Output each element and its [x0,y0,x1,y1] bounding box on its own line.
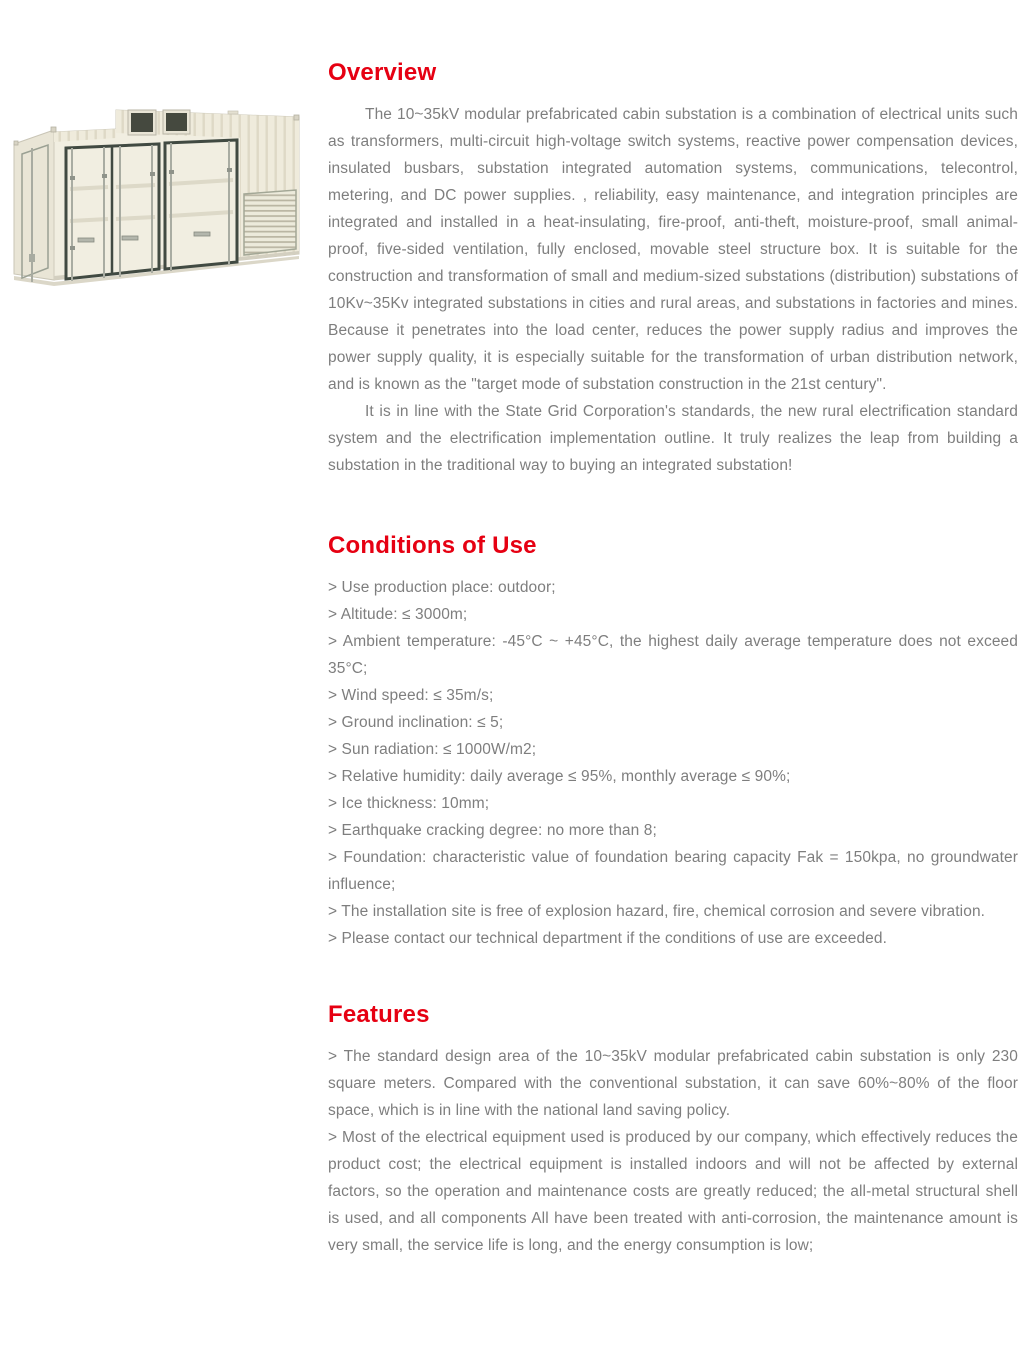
section-overview [328,58,1018,479]
substation-container-image [8,88,310,316]
condition-item: > Earthquake cracking degree: no more than 8; [328,822,657,839]
condition-item: > Ambient temperature: -45°C ~ +45°C, the highest daily average temperature does not exceed 35°C; [328,633,1018,677]
features-heading: Features [328,1001,430,1028]
condition-item: > Ground inclination: ≤ 5; [328,714,504,731]
section-conditions [328,531,1018,952]
condition-item: > Altitude: ≤ 3000m; [328,606,468,623]
content-column [328,58,1018,1259]
condition-item: > Relative humidity: daily average ≤ 95%, monthly average ≤ 90%; [328,768,791,785]
condition-item: > Ice thickness: 10mm; [328,795,490,812]
louver-vent [244,190,296,255]
overview-paragraph: It is in line with the State Grid Corporation's standards, the new rural electrification standard system and the electrification implementation outline. It truly realizes the leap from building a substation in the traditional way to buying an integrated substation! [328,403,1018,474]
image-column [0,58,328,1259]
condition-item: > Foundation: characteristic value of foundation bearing capacity Fak = 150kpa, no groundwater influence; [328,849,1018,893]
section-features [328,1000,1018,1259]
conditions-heading: Conditions of Use [328,532,537,559]
feature-item: > Most of the electrical equipment used is produced by our company, which effectively reduces the product cost; the electrical equipment is installed indoors and will not be affected by external factors, so the operation and maintenance costs are greatly reduced; the all-metal structural shell is used, and all components All have been treated with anti-corrosion, the maintenance amount is very small, the service life is long, and the energy consumption is low; [328,1129,1018,1254]
overview-paragraph: The 10~35kV modular prefabricated cabin substation is a combination of electrical units such as transformers, multi-circuit high-voltage switch systems, reactive power compensation devices, insulated busbars, substation integrated automation systems, communications, telecontrol, metering, and DC power supplies. , reliability, easy maintenance, and integration principles are integrated and installed in a heat-insulating, fire-proof, anti-theft, moisture-proof, small animal-proof, five-sided ventilation, fully enclosed, movable steel structure box. It is suitable for the construction and transformation of small and medium-sized substations (distribution) substations of 10Kv~35Kv integrated substations in cities and rural areas, and substations in factories and mines. Because it penetrates into the load center, reduces the power supply radius and improves the power supply quality, it is especially suitable for the transformation of urban distribution network, and is known as the "target mode of substation construction in the 21st century". [328,106,1018,393]
product-photo [8,88,310,316]
container-side-face [14,130,54,282]
condition-item: > Sun radiation: ≤ 1000W/m2; [328,741,537,758]
condition-item: > Please contact our technical department if the conditions of use are exceeded. [328,930,888,947]
container-doors [66,140,237,281]
condition-item: > Use production place: outdoor; [328,579,556,596]
feature-item: > The standard design area of the 10~35kV modular prefabricated cabin substation is only 230 square meters. Compared with the conventional substation, it can save 60%~80% of the floor space, which is in line with the national land saving policy. [328,1048,1018,1119]
condition-item: > The installation site is free of explosion hazard, fire, chemical corrosion and severe vibration. [328,903,986,920]
condition-item: > Wind speed: ≤ 35m/s; [328,687,494,704]
overview-heading: Overview [328,59,437,86]
